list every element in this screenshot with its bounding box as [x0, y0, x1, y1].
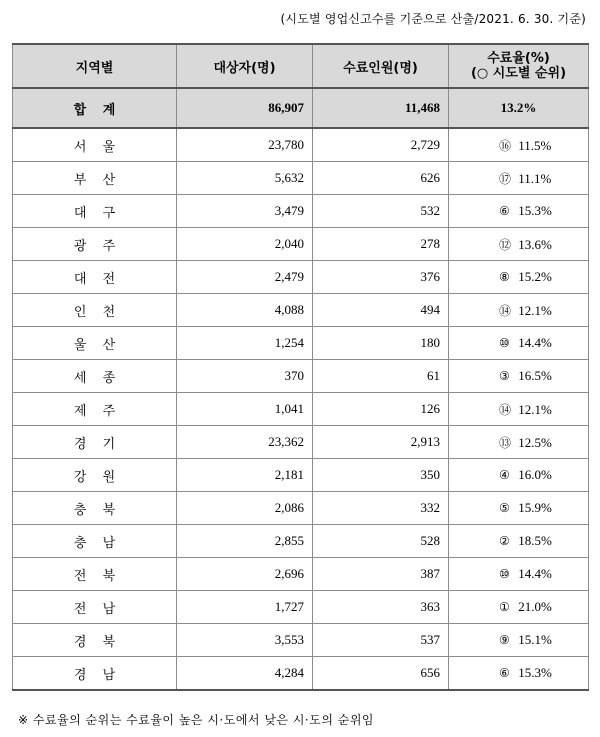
table-row [13, 492, 589, 525]
completed-count: 2,729 [313, 128, 449, 162]
region-name: 부 산 [13, 162, 177, 195]
rank-badge: ⑫ [499, 237, 512, 252]
completion-rate [449, 294, 589, 327]
rank-badge: ⑥ [499, 204, 510, 218]
completed-count: 532 [313, 195, 449, 228]
region-name: 울 산 [13, 327, 177, 360]
completed-count: 656 [313, 657, 449, 691]
targets-count: 2,086 [177, 492, 313, 525]
region-name: 대 구 [13, 195, 177, 228]
completion-rate [449, 128, 589, 162]
completed-count: 537 [313, 624, 449, 657]
rank-badge: ⑨ [499, 633, 510, 647]
header-targets: 대상자(명) [177, 44, 313, 88]
table-row [13, 360, 589, 393]
rank-badge: ⑥ [499, 666, 510, 680]
region-name: 대 전 [13, 261, 177, 294]
completed-count: 2,913 [313, 426, 449, 459]
completion-rate [449, 228, 589, 261]
table-row [13, 128, 589, 162]
targets-count: 2,181 [177, 459, 313, 492]
completed-count: 61 [313, 360, 449, 393]
completed-count: 626 [313, 162, 449, 195]
table-row [13, 261, 589, 294]
table-row [13, 162, 589, 195]
header-rate-line2: (○ 시도별 순위) [470, 66, 567, 81]
completion-rate [449, 459, 589, 492]
rate-value: 21.0% [518, 599, 552, 614]
targets-count: 1,727 [177, 591, 313, 624]
rate-value: 15.1% [518, 632, 552, 647]
rank-badge: ⑯ [499, 138, 512, 153]
header-row [13, 44, 589, 88]
region-name: 강 원 [13, 459, 177, 492]
completion-rate [449, 327, 589, 360]
region-name: 경 북 [13, 624, 177, 657]
targets-count: 4,284 [177, 657, 313, 691]
targets-count: 23,362 [177, 426, 313, 459]
header-region: 지역별 [13, 44, 177, 88]
completed-count: 494 [313, 294, 449, 327]
rate-value: 18.5% [518, 533, 552, 548]
region-name: 세 종 [13, 360, 177, 393]
targets-count: 2,696 [177, 558, 313, 591]
table-row [13, 327, 589, 360]
total-rate: 13.2% [449, 88, 589, 128]
rate-value: 15.9% [518, 500, 552, 515]
rank-badge: ⑧ [499, 270, 510, 284]
completion-rate [449, 360, 589, 393]
basis-note: (시도별 영업신고수를 기준으로 산출/2021. 6. 30. 기준) [280, 12, 586, 26]
completed-count: 528 [313, 525, 449, 558]
total-targets: 86,907 [177, 88, 313, 128]
targets-count: 2,479 [177, 261, 313, 294]
rank-badge: ⑩ [499, 567, 510, 581]
completion-rate [449, 393, 589, 426]
targets-count: 3,553 [177, 624, 313, 657]
rate-value: 16.5% [518, 368, 552, 383]
region-name: 충 남 [13, 525, 177, 558]
header-rate-line1: 수료율(%) [487, 51, 550, 66]
completion-rate [449, 261, 589, 294]
region-name: 경 기 [13, 426, 177, 459]
table-row [13, 624, 589, 657]
completed-count: 180 [313, 327, 449, 360]
targets-count: 1,041 [177, 393, 313, 426]
targets-count: 370 [177, 360, 313, 393]
completion-rate [449, 195, 589, 228]
rank-badge: ⑩ [499, 336, 510, 350]
region-name: 서 울 [13, 128, 177, 162]
completion-rate [449, 558, 589, 591]
rate-value: 16.0% [518, 467, 552, 482]
rank-badge: ④ [499, 468, 510, 482]
targets-count: 4,088 [177, 294, 313, 327]
targets-count: 2,040 [177, 228, 313, 261]
rate-value: 13.6% [518, 236, 552, 252]
rank-badge: ① [499, 600, 510, 614]
rate-value: 15.3% [518, 665, 552, 680]
rank-badge: ② [499, 534, 510, 548]
rate-value: 14.4% [518, 566, 552, 581]
rank-badge: ⑰ [499, 171, 512, 186]
completed-count: 350 [313, 459, 449, 492]
rank-badge: ⑤ [499, 501, 510, 515]
table-row [13, 459, 589, 492]
table-row [13, 195, 589, 228]
total-label: 합 계 [13, 88, 177, 128]
completion-rate [449, 162, 589, 195]
rank-badge: ⑭ [499, 303, 512, 318]
ranking-footnote: ※ 수료율의 순위는 수료율이 높은 시·도에서 낮은 시·도의 순위임 [18, 713, 375, 727]
table-row [13, 591, 589, 624]
completed-count: 363 [313, 591, 449, 624]
rate-value: 11.1% [518, 170, 552, 186]
completed-count: 387 [313, 558, 449, 591]
region-name: 전 북 [13, 558, 177, 591]
rank-badge: ③ [499, 369, 510, 383]
rate-value: 12.1% [518, 401, 552, 417]
rate-value: 12.5% [518, 434, 552, 450]
total-completed: 11,468 [313, 88, 449, 128]
region-name: 제 주 [13, 393, 177, 426]
completed-count: 278 [313, 228, 449, 261]
rate-value: 14.4% [518, 335, 552, 350]
header-rate [449, 44, 589, 88]
table-row [13, 525, 589, 558]
completion-rate [449, 591, 589, 624]
rate-value: 11.5% [518, 137, 552, 153]
rate-value: 15.3% [518, 203, 552, 218]
rate-value: 12.1% [518, 302, 552, 318]
table-row [13, 294, 589, 327]
targets-count: 3,479 [177, 195, 313, 228]
completion-rate [449, 492, 589, 525]
completed-count: 376 [313, 261, 449, 294]
targets-count: 23,780 [177, 128, 313, 162]
table-row [13, 228, 589, 261]
region-name: 경 남 [13, 657, 177, 691]
table-row [13, 558, 589, 591]
completion-rate [449, 525, 589, 558]
region-name: 충 북 [13, 492, 177, 525]
region-name: 인 천 [13, 294, 177, 327]
rank-badge: ⑭ [499, 402, 512, 417]
targets-count: 5,632 [177, 162, 313, 195]
rate-value: 15.2% [518, 269, 552, 284]
completed-count: 126 [313, 393, 449, 426]
header-completed: 수료인원(명) [313, 44, 449, 88]
total-row [13, 88, 589, 128]
completed-count: 332 [313, 492, 449, 525]
region-name: 전 남 [13, 591, 177, 624]
table-row [13, 426, 589, 459]
table-row [13, 657, 589, 691]
table-row [13, 393, 589, 426]
targets-count: 2,855 [177, 525, 313, 558]
completion-rate-table [12, 43, 589, 691]
rank-badge: ⑬ [499, 435, 512, 450]
region-name: 광 주 [13, 228, 177, 261]
targets-count: 1,254 [177, 327, 313, 360]
completion-rate [449, 657, 589, 691]
completion-rate [449, 624, 589, 657]
completion-rate [449, 426, 589, 459]
